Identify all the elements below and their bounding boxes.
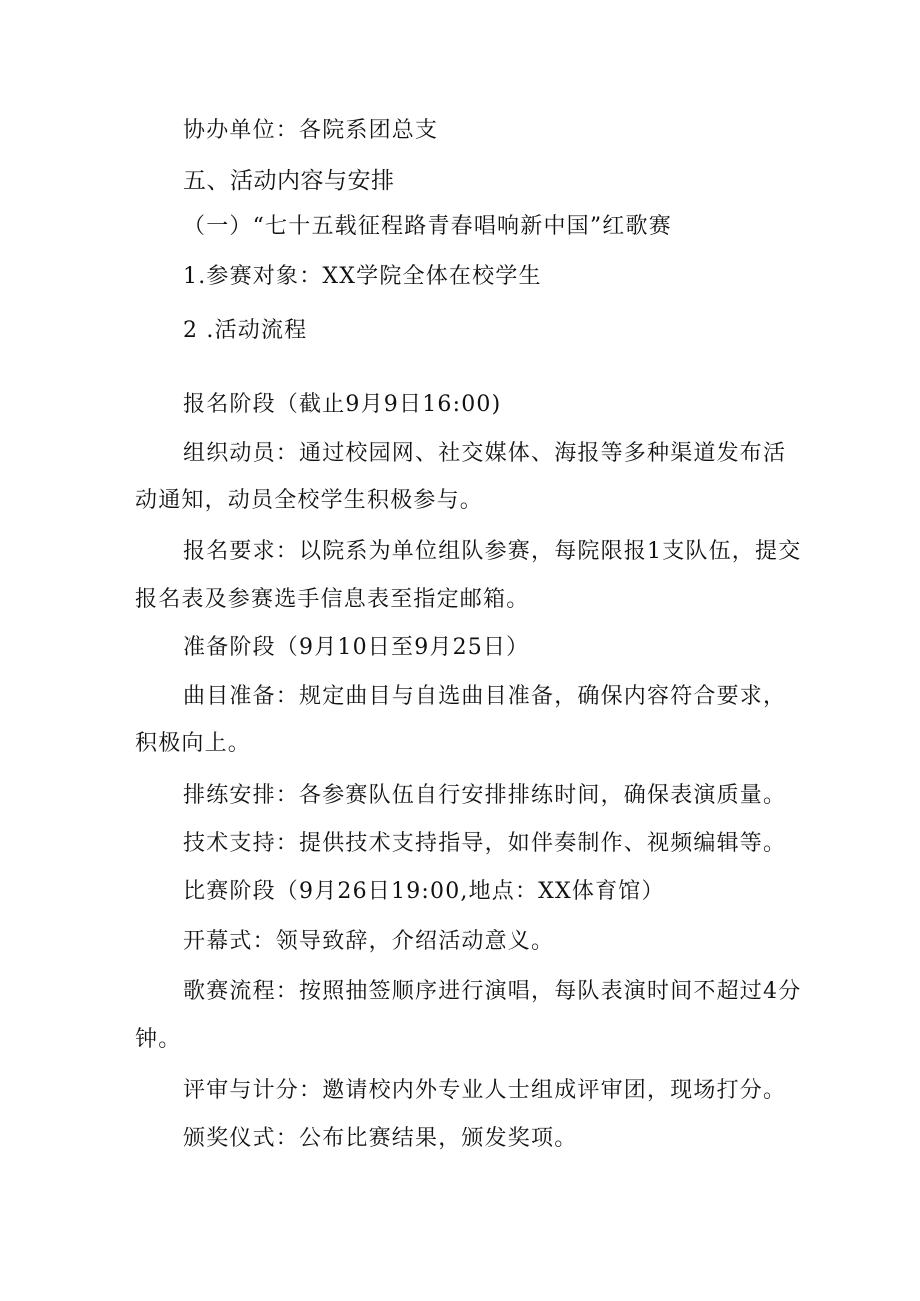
- signup-stage-line: 报名阶段（截止9月9日16:00): [183, 392, 502, 417]
- signup-req-line-2: 报名表及参赛选手信息表至指定邮箱。: [135, 587, 530, 612]
- mobilize-line-1: 组织动员：通过校园网、社交媒体、海报等多种渠道发布活: [183, 441, 787, 466]
- mobilize-line-2: 动通知，动员全校学生积极参与。: [135, 488, 484, 513]
- prep-stage-line: 准备阶段（9月10日至9月25日）: [183, 635, 530, 660]
- participants-line: 1.参赛对象：XX学院全体在校学生: [183, 264, 542, 289]
- contest-stage-line: 比赛阶段（9月26日19:00,地点：XX体育馆）: [183, 879, 665, 904]
- judging-line: 评审与计分：邀请校内外专业人士组成评审团，现场打分。: [183, 1078, 787, 1103]
- song-prep-line-1: 曲目准备：规定曲目与自选曲目准备，确保内容符合要求，: [183, 684, 787, 709]
- co-organizer-line: 协办单位：各院系团总支: [183, 118, 439, 143]
- contest-flow-line-1: 歌赛流程：按照抽签顺序进行演唱，每队表演时间不超过4分: [183, 979, 802, 1004]
- subsection-one-heading: （一）“七十五载征程路青春唱响新中国”红歌赛: [183, 214, 672, 239]
- contest-flow-line-2: 钟。: [135, 1027, 182, 1052]
- awards-line: 颁奖仪式：公布比赛结果，颁发奖项。: [183, 1126, 578, 1151]
- opening-line: 开幕式：领导致辞，介绍活动意义。: [183, 929, 555, 954]
- process-title: 2 .活动流程: [183, 318, 308, 343]
- section-five-heading: 五、活动内容与安排: [183, 168, 395, 194]
- rehearsal-line: 排练安排：各参赛队伍自行安排排练时间，确保表演质量。: [183, 783, 787, 808]
- signup-req-line-1: 报名要求：以院系为单位组队参赛，每院限报1支队伍，提交: [183, 539, 802, 564]
- song-prep-line-2: 积极向上。: [135, 731, 252, 756]
- tech-support-line: 技术支持：提供技术支持指导，如伴奏制作、视频编辑等。: [183, 831, 787, 856]
